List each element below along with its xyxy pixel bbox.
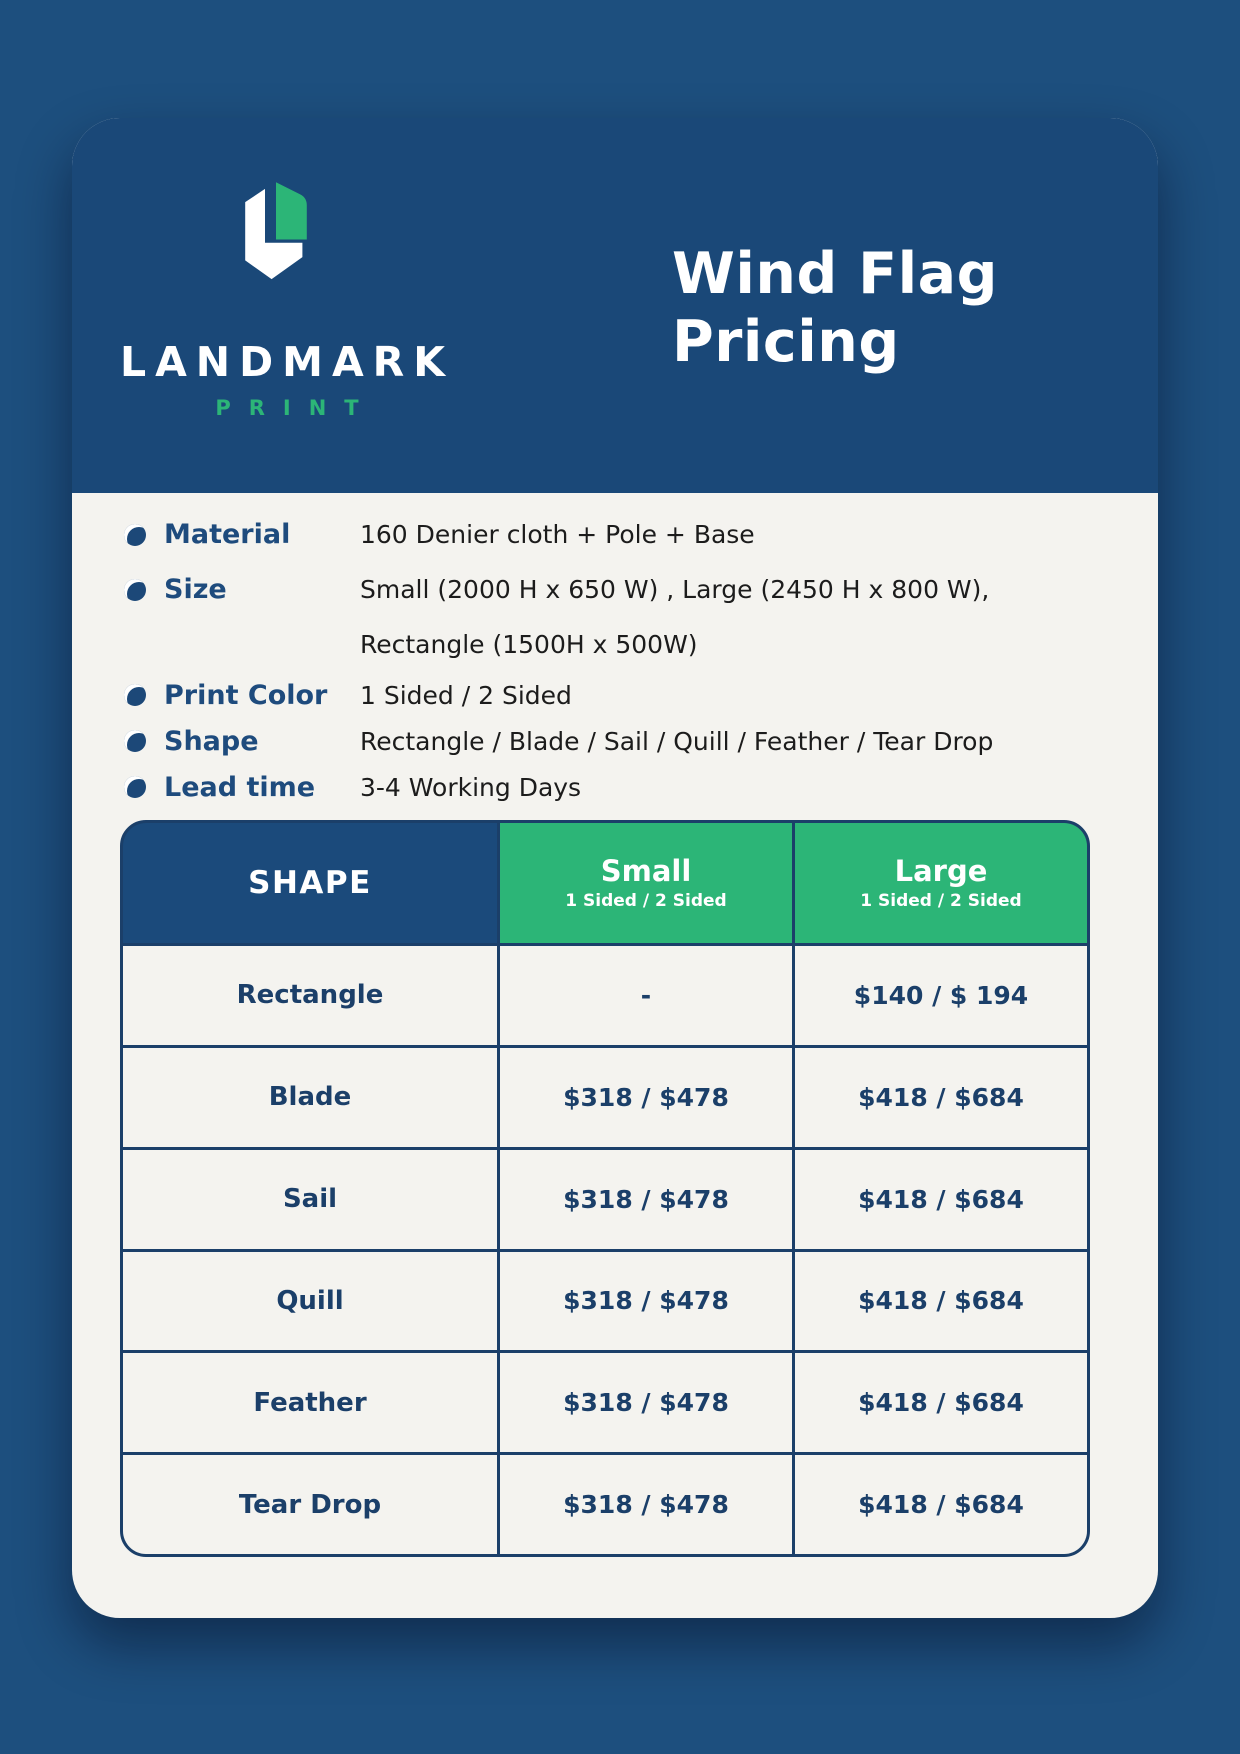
- brand-logo: [112, 166, 462, 420]
- table-header-small: [500, 823, 792, 943]
- table-cell-price-small: $318 / $478: [500, 1252, 792, 1351]
- table-cell-price-large: $418 / $684: [795, 1150, 1087, 1249]
- page-title-line1: Wind Flag: [672, 241, 998, 307]
- spec-value: 3-4 Working Days: [360, 772, 582, 802]
- spec-value-line2: Rectangle (1500H x 500W): [360, 630, 698, 659]
- spec-row-print-color: [120, 672, 1120, 718]
- spec-label: Print Color: [164, 679, 328, 711]
- spec-row-material: [120, 507, 1120, 562]
- spec-label: Size: [164, 574, 227, 605]
- spec-row-lead-time: [120, 764, 1120, 810]
- brand-name: LANDMARK: [119, 338, 455, 386]
- spec-row-shape: [120, 718, 1120, 764]
- table-header-small-sub: 1 Sided / 2 Sided: [565, 891, 727, 911]
- card-header: [72, 118, 1158, 493]
- table-cell-price-large: $418 / $684: [795, 1252, 1087, 1351]
- bullet-icon: [124, 579, 146, 601]
- spec-label: Material: [164, 519, 291, 550]
- bullet-icon: [124, 684, 146, 706]
- spec-value: Rectangle / Blade / Sail / Quill / Feather / Tear Drop: [360, 726, 994, 756]
- table-cell-shape: Rectangle: [123, 946, 497, 1045]
- table-cell-price-small: $318 / $478: [500, 1048, 792, 1147]
- spec-value-line1: Small (2000 H x 650 W) , Large (2450 H x 800 W),: [360, 575, 990, 604]
- page-title: [672, 240, 998, 376]
- spec-row-size: [120, 562, 1120, 672]
- landmark-logo-icon: [221, 166, 353, 324]
- spec-value: 160 Denier cloth + Pole + Base: [360, 520, 755, 549]
- table-cell-price-small: -: [500, 946, 792, 1045]
- page-title-line2: Pricing: [672, 309, 900, 375]
- table-cell-shape: Quill: [123, 1252, 497, 1351]
- table-header-large-label: Large: [894, 854, 988, 888]
- spec-value: 1 Sided / 2 Sided: [360, 680, 572, 710]
- table-cell-price-large: $418 / $684: [795, 1353, 1087, 1452]
- table-cell-shape: Tear Drop: [123, 1455, 497, 1554]
- table-header-large-sub: 1 Sided / 2 Sided: [860, 891, 1022, 911]
- table-cell-price-small: $318 / $478: [500, 1150, 792, 1249]
- table-cell-shape: Feather: [123, 1353, 497, 1452]
- table-cell-shape: Sail: [123, 1150, 497, 1249]
- bullet-icon: [124, 730, 146, 752]
- table-cell-shape: Blade: [123, 1048, 497, 1147]
- table-cell-price-large: $418 / $684: [795, 1455, 1087, 1554]
- specs-list: [120, 507, 1120, 810]
- bullet-icon: [124, 776, 146, 798]
- table-cell-price-small: $318 / $478: [500, 1353, 792, 1452]
- brand-subtitle: PRINT: [215, 396, 377, 420]
- table-cell-price-small: $318 / $478: [500, 1455, 792, 1554]
- pricing-table: [120, 820, 1090, 1557]
- table-cell-price-large: $418 / $684: [795, 1048, 1087, 1147]
- table-cell-price-large: $140 / $ 194: [795, 946, 1087, 1045]
- spec-label: Shape: [164, 725, 259, 757]
- table-header-shape: SHAPE: [123, 823, 497, 943]
- bullet-icon: [124, 524, 146, 546]
- table-header-large: [795, 823, 1087, 943]
- spec-label: Lead time: [164, 771, 316, 803]
- pricing-card: [72, 118, 1158, 1618]
- table-header-small-label: Small: [600, 854, 692, 888]
